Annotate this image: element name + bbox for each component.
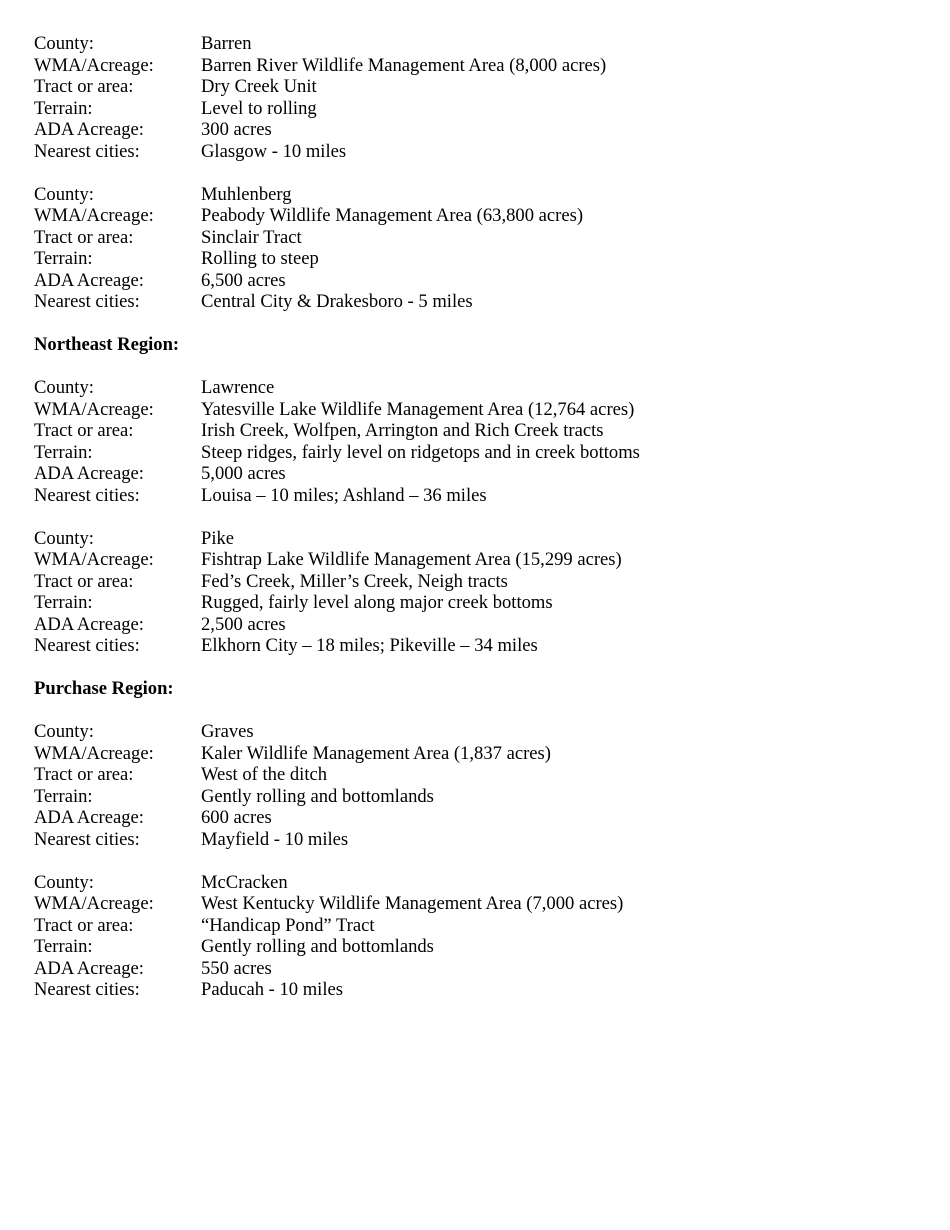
ada-row <box>34 463 914 485</box>
terrain-value: Rugged, fairly level along major creek bottoms <box>201 592 553 613</box>
cities-row <box>34 485 914 507</box>
terrain-row <box>34 786 914 808</box>
ada-row <box>34 119 914 141</box>
cities-label: Nearest cities: <box>34 979 140 1000</box>
tract-row <box>34 915 914 937</box>
cities-value: Louisa – 10 miles; Ashland – 36 miles <box>201 484 487 506</box>
cities-label: Nearest cities: <box>34 291 140 312</box>
tract-label: Tract or area: <box>34 764 134 785</box>
county-value: Pike <box>201 527 235 549</box>
wma-label: WMA/Acreage: <box>34 205 154 226</box>
tract-row <box>34 420 914 442</box>
ada-label: ADA Acreage: <box>34 119 144 140</box>
cities-value: Elkhorn City – 18 miles; Pikeville – 34 miles <box>201 635 538 656</box>
county-value: Barren <box>201 33 252 54</box>
terrain-label: Terrain: <box>34 785 93 807</box>
county-label: County: <box>34 721 94 742</box>
terrain-row <box>34 936 914 958</box>
cities-row <box>34 141 914 163</box>
tract-label: Tract or area: <box>34 420 134 441</box>
cities-label: Nearest cities: <box>34 484 140 506</box>
ada-row <box>34 807 914 829</box>
wma-value: Kaler Wildlife Management Area (1,837 acres) <box>201 742 551 764</box>
county-row <box>34 721 914 743</box>
tract-value: Sinclair Tract <box>201 226 302 248</box>
terrain-label: Terrain: <box>34 97 93 119</box>
ada-label: ADA Acreage: <box>34 613 144 635</box>
wma-label: WMA/Acreage: <box>34 893 154 914</box>
tract-label: Tract or area: <box>34 570 134 592</box>
county-row <box>34 377 914 399</box>
county-row <box>34 184 914 206</box>
ada-row <box>34 614 914 636</box>
county-label: County: <box>34 527 94 549</box>
wma-entry-lawrence <box>34 377 914 506</box>
wma-entry-barren <box>34 33 914 162</box>
terrain-label: Terrain: <box>34 248 93 269</box>
wma-value: Fishtrap Lake Wildlife Management Area (15,299 acres) <box>201 549 622 570</box>
terrain-row <box>34 442 914 464</box>
wma-value: Yatesville Lake Wildlife Management Area (12,764 acres) <box>201 398 635 420</box>
terrain-label: Terrain: <box>34 441 93 463</box>
ada-label: ADA Acreage: <box>34 463 144 484</box>
county-row <box>34 872 914 894</box>
terrain-value: Steep ridges, fairly level on ridgetops and in creek bottoms <box>201 441 640 463</box>
tract-row <box>34 227 914 249</box>
county-row <box>34 528 914 550</box>
county-value: McCracken <box>201 871 288 893</box>
tract-label: Tract or area: <box>34 226 134 248</box>
wma-label: WMA/Acreage: <box>34 549 154 570</box>
terrain-value: Gently rolling and bottomlands <box>201 936 434 957</box>
wma-row <box>34 205 914 227</box>
cities-row <box>34 979 914 1001</box>
cities-label: Nearest cities: <box>34 828 140 850</box>
cities-row <box>34 635 914 657</box>
cities-row <box>34 829 914 851</box>
wma-row <box>34 549 914 571</box>
region-heading-northeast: Northeast Region: <box>34 334 180 355</box>
ada-value: 600 acres <box>201 807 272 828</box>
cities-value: Central City & Drakesboro - 5 miles <box>201 291 473 312</box>
county-label: County: <box>34 33 94 54</box>
terrain-row <box>34 98 914 120</box>
terrain-value: Rolling to steep <box>201 248 319 269</box>
cities-label: Nearest cities: <box>34 140 140 162</box>
tract-value: Irish Creek, Wolfpen, Arrington and Rich Creek tracts <box>201 420 604 441</box>
terrain-label: Terrain: <box>34 592 93 613</box>
wma-value: Peabody Wildlife Management Area (63,800 acres) <box>201 205 584 226</box>
ada-value: 300 acres <box>201 119 272 140</box>
ada-value: 550 acres <box>201 957 272 979</box>
terrain-row <box>34 248 914 270</box>
county-label: County: <box>34 183 94 205</box>
document-page <box>34 33 914 1022</box>
wma-row <box>34 399 914 421</box>
wma-row <box>34 743 914 765</box>
county-value: Graves <box>201 721 254 742</box>
cities-value: Mayfield - 10 miles <box>201 828 349 850</box>
tract-value: “Handicap Pond” Tract <box>201 914 375 936</box>
wma-entry-graves <box>34 721 914 850</box>
wma-row <box>34 55 914 77</box>
county-label: County: <box>34 871 94 893</box>
cities-value: Paducah - 10 miles <box>201 979 344 1000</box>
wma-row <box>34 893 914 915</box>
ada-value: 6,500 acres <box>201 269 286 291</box>
tract-row <box>34 76 914 98</box>
ada-row <box>34 270 914 292</box>
terrain-value: Level to rolling <box>201 97 317 119</box>
tract-label: Tract or area: <box>34 76 134 97</box>
county-label: County: <box>34 377 94 398</box>
tract-label: Tract or area: <box>34 914 134 936</box>
county-row <box>34 33 914 55</box>
ada-label: ADA Acreage: <box>34 269 144 291</box>
county-value: Muhlenberg <box>201 183 292 205</box>
ada-value: 5,000 acres <box>201 463 286 484</box>
ada-label: ADA Acreage: <box>34 807 144 828</box>
tract-value: Dry Creek Unit <box>201 76 317 97</box>
ada-row <box>34 958 914 980</box>
tract-value: West of the ditch <box>201 764 328 785</box>
tract-row <box>34 764 914 786</box>
wma-label: WMA/Acreage: <box>34 398 154 420</box>
wma-entry-pike <box>34 528 914 657</box>
county-value: Lawrence <box>201 377 275 398</box>
wma-label: WMA/Acreage: <box>34 742 154 764</box>
region-heading-purchase: Purchase Region: <box>34 678 174 699</box>
tract-value: Fed’s Creek, Miller’s Creek, Neigh tracts <box>201 570 508 592</box>
wma-value: Barren River Wildlife Management Area (8,000 acres) <box>201 54 607 76</box>
cities-row <box>34 291 914 313</box>
ada-label: ADA Acreage: <box>34 957 144 979</box>
wma-label: WMA/Acreage: <box>34 54 154 76</box>
terrain-label: Terrain: <box>34 936 93 957</box>
wma-value: West Kentucky Wildlife Management Area (7,000 acres) <box>201 893 624 914</box>
tract-row <box>34 571 914 593</box>
wma-entry-muhlenberg <box>34 184 914 313</box>
terrain-row <box>34 592 914 614</box>
cities-label: Nearest cities: <box>34 635 140 656</box>
terrain-value: Gently rolling and bottomlands <box>201 785 434 807</box>
wma-entry-mccracken <box>34 872 914 1001</box>
ada-value: 2,500 acres <box>201 613 286 635</box>
cities-value: Glasgow - 10 miles <box>201 140 347 162</box>
